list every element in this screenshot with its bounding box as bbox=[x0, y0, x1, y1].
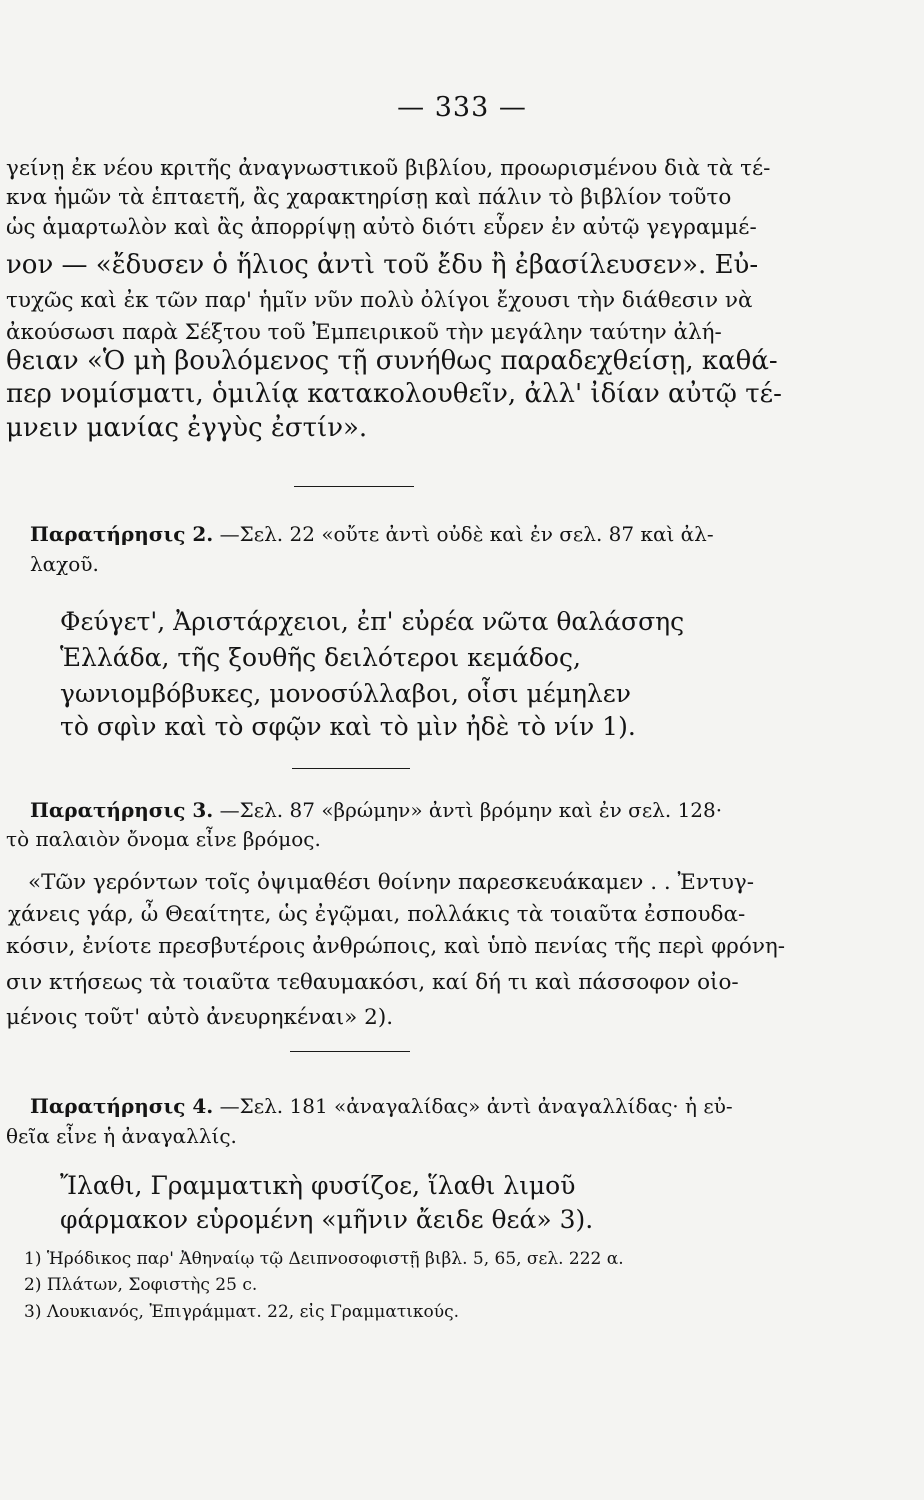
intro-line-3: ὡς ἁμαρτωλὸν καὶ ἂς ἀπορρίψῃ αὐτὸ διότι εὗρεν ἐν αὐτῷ γεγραμμέ- bbox=[6, 215, 757, 240]
note-4-line-2: θεῖα εἶνε ἡ ἀναγαλλίς. bbox=[6, 1124, 237, 1148]
note-4-line-1-text: —Σελ. 181 «ἀναγαλίδας» ἀντὶ ἀναγαλλίδας· ἡ εὐ- bbox=[219, 1094, 733, 1118]
footnote-2: 2) Πλάτων, Σοφιστὴς 25 c. bbox=[24, 1275, 258, 1295]
intro-line-9: μνειν μανίας ἐγγὺς ἐστίν». bbox=[6, 413, 368, 443]
intro-line-8: περ νομίσματι, ὁμιλίᾳ κατακολουθεῖν, ἀλλ' ἰδίαν αὐτῷ τέ- bbox=[6, 379, 782, 409]
section-divider-1 bbox=[294, 486, 414, 487]
intro-line-2: κνα ἡμῶν τὰ ἑπταετῆ, ἂς χαρακτηρίσῃ καὶ πάλιν τὸ βιβλίον τοῦτο bbox=[6, 185, 732, 210]
verse-1-line-3: γωνιομβόβυκες, μονοσύλλαβοι, οἷσι μέμηλεν bbox=[60, 679, 631, 708]
note-2-line-2: λαχοῦ. bbox=[30, 552, 99, 576]
quote-line-1: «Τῶν γερόντων τοῖς ὀψιμαθέσι θοίνην παρεσκευάκαμεν . . Ἐντυγ- bbox=[28, 870, 755, 895]
section-divider-2 bbox=[292, 768, 410, 769]
intro-line-5: τυχῶς καὶ ἐκ τῶν παρ' ἡμῖν νῦν πολὺ ὀλίγοι ἔχουσι τὴν διάθεσιν νὰ bbox=[6, 288, 753, 313]
note-4-heading: Παρατήρησις 4. bbox=[30, 1094, 214, 1118]
note-3-heading: Παρατήρησις 3. bbox=[30, 798, 214, 822]
note-2-line-1-text: —Σελ. 22 «οὔτε ἀντὶ οὐδὲ καὶ ἐν σελ. 87 καὶ ἀλ- bbox=[219, 522, 714, 546]
verse-2-line-2: φάρμακον εὑρομένη «μῆνιν ἄειδε θεά» 3). bbox=[60, 1205, 594, 1234]
quote-line-5: μένοις τοῦτ' αὐτὸ ἀνευρηκέναι» 2). bbox=[6, 1005, 394, 1030]
intro-line-4: νον — «ἔδυσεν ὁ ἥλιος ἀντὶ τοῦ ἔδυ ἢ ἐβασίλευσεν». Εὐ- bbox=[6, 250, 759, 280]
verse-2-line-1: Ἴλαθι, Γραμματικὴ φυσίζοε, ἵλαθι λιμοῦ bbox=[60, 1171, 576, 1200]
note-3-line-1 bbox=[30, 798, 722, 822]
note-2-line-1 bbox=[30, 522, 714, 546]
note-3-line-1-text: —Σελ. 87 «βρώμην» ἀντὶ βρόμην καὶ ἐν σελ. 128· bbox=[219, 798, 723, 822]
intro-line-7: θειαν «Ὁ μὴ βουλόμενος τῇ συνήθως παραδεχθείσῃ, καθά- bbox=[6, 346, 778, 376]
verse-1-line-1: Φεύγετ', Ἀριστάρχειοι, ἐπ' εὐρέα νῶτα θαλάσσης bbox=[60, 607, 685, 636]
intro-line-1: γείνῃ ἐκ νέου κριτῆς ἀναγνωστικοῦ βιβλίου, προωρισμένου διὰ τὰ τέ- bbox=[6, 156, 771, 181]
intro-line-6: ἀκούσωσι παρὰ Σέξτου τοῦ Ἐμπειρικοῦ τὴν μεγάλην ταύτην ἀλή- bbox=[6, 320, 722, 345]
verse-1-line-2: Ἑλλάδα, τῆς ξουθῆς δειλότεροι κεμάδος, bbox=[60, 643, 581, 672]
quote-line-3: κόσιν, ἐνίοτε πρεσβυτέροις ἀνθρώποις, καὶ ὑπὸ πενίας τῆς περὶ φρόνη- bbox=[6, 934, 786, 959]
note-3-line-2: τὸ παλαιὸν ὄνομα εἶνε βρόμος. bbox=[6, 827, 321, 851]
verse-1-line-4: τὸ σφὶν καὶ τὸ σφῷν καὶ τὸ μὶν ἠδὲ τὸ νίν 1). bbox=[60, 712, 636, 741]
quote-line-2: χάνεις γάρ, ὦ Θεαίτητε, ὡς ἐγῷμαι, πολλάκις τὰ τοιαῦτα ἐσπουδα- bbox=[8, 902, 746, 927]
footnote-3: 3) Λουκιανός, Ἐπιγράμματ. 22, εἰς Γραμματικούς. bbox=[24, 1302, 460, 1322]
footnote-1: 1) Ἡρόδικος παρ' Ἀθηναίῳ τῷ Δειπνοσοφιστῇ βιβλ. 5, 65, σελ. 222 α. bbox=[24, 1249, 624, 1269]
note-2-heading: Παρατήρησις 2. bbox=[30, 522, 214, 546]
section-divider-3 bbox=[290, 1051, 410, 1052]
page-number: — 333 — bbox=[397, 92, 527, 123]
quote-line-4: σιν κτήσεως τὰ τοιαῦτα τεθαυμακόσι, καί δή τι καὶ πάσσοφον οἰο- bbox=[6, 970, 739, 995]
note-4-line-1 bbox=[30, 1094, 733, 1118]
